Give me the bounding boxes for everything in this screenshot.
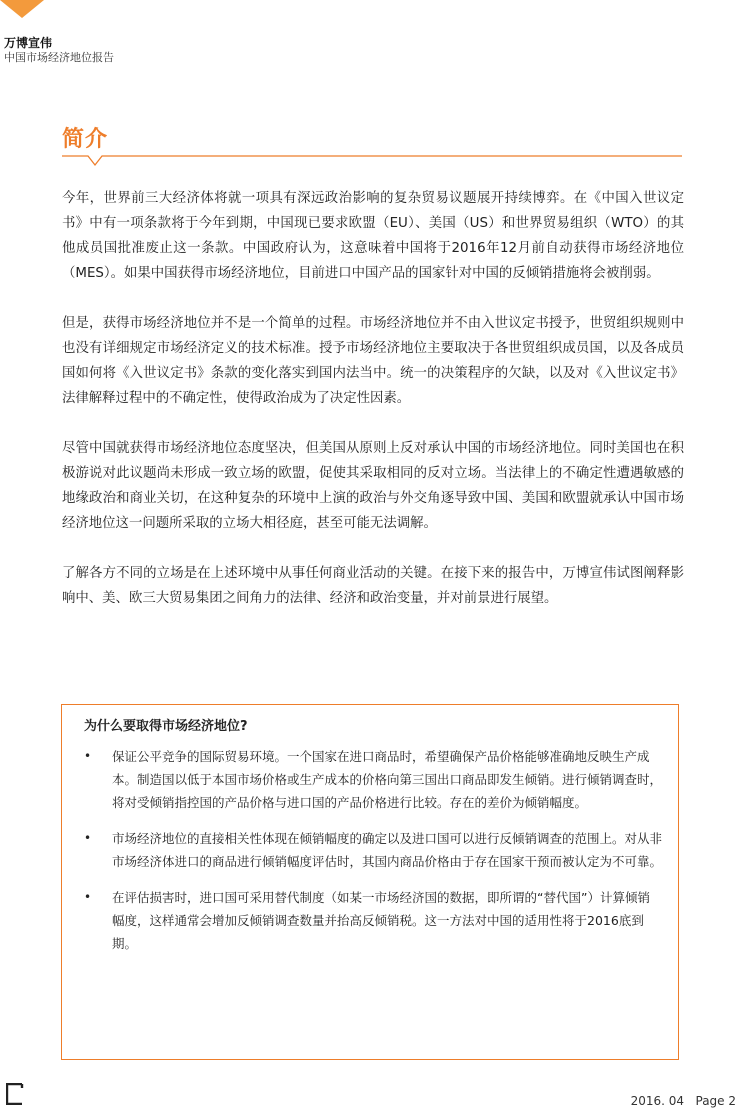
paragraph: 但是，获得市场经济地位并不是一个简单的过程。市场经济地位并不由入世议定书授予，世贸组织规则中也没有详细规定市场经济定义的技术标准。授予市场经济地位主要取决于各世贸组织成员国，以及各成员国如何将《入世议定书》条款的变化落实到国内法当中。统一的决策程序的欠缺，以及对《入世议定书》法律解释过程中的不确定性，使得政治成为了决定性因素。 bbox=[62, 316, 684, 406]
bullet-icon: • bbox=[84, 831, 92, 845]
brand-header bbox=[4, 36, 114, 65]
mes-info-box bbox=[61, 704, 679, 1060]
bullet-icon: • bbox=[84, 749, 92, 763]
box-title: 为什么要取得市场经济地位? bbox=[84, 719, 248, 734]
brand-name: 万博宣伟 bbox=[4, 36, 53, 50]
list-item bbox=[82, 827, 662, 873]
paragraph: 今年，世界前三大经济体将就一项具有深远政治影响的复杂贸易议题展开持续博弈。在《中国入世议定书》中有一项条款将于今年到期，中国现已要求欧盟（EU）、美国（US）和世界贸易组织（WTO）的其他成员国批准废止这一条款。中国政府认为，这意味着中国将于2016年12月前自动获得市场经济地位（MES）。如果中国获得市场经济地位，目前进口中国产品的国家针对中国的反倾销措施将会被削弱。 bbox=[62, 191, 684, 281]
bullet-text: 市场经济地位的直接相关性体现在倾销幅度的确定以及进口国可以进行反倾销调查的范围上。对从非市场经济体进口的商品进行倾销幅度评估时，其国内商品价格由于存在国家干预而被认定为不可靠。 bbox=[112, 831, 663, 869]
paragraph: 了解各方不同的立场是在上述环境中从事任何商业活动的关键。在接下来的报告中，万博宣伟试图阐释影响中、美、欧三大贸易集团之间角力的法律、经济和政治变量，并对前景进行展望。 bbox=[62, 566, 684, 606]
bullet-list bbox=[82, 745, 662, 968]
page-number: Page 2 bbox=[695, 1094, 736, 1108]
corner-triangle-decoration bbox=[0, 0, 44, 18]
intro-body bbox=[62, 186, 684, 636]
paragraph: 尽管中国就获得市场经济地位态度坚决，但美国从原则上反对承认中国的市场经济地位。同时美国也在积极游说对此议题尚未形成一致立场的欧盟，促使其采取相同的反对立场。当法律上的不确定性遭遇敏感的地缘政治和商业关切，在这种复杂的环境中上演的政治与外交角逐导致中国、美国和欧盟就承认中国市场经济地位这一问题所采取的立场大相径庭，甚至可能无法调解。 bbox=[62, 441, 684, 531]
section-title: 简介 bbox=[62, 127, 109, 152]
list-item bbox=[82, 886, 662, 955]
bullet-text: 保证公平竞争的国际贸易环境。一个国家在进口商品时，希望确保产品价格能够准确地反映生产成本。制造国以低于本国市场价格或生产成本的价格向第三国出口商品即发生倾销。进行倾销调查时，将对受倾销指控国的产品价格与进口国的产品价格进行比较。存在的差价为倾销幅度。 bbox=[112, 749, 663, 810]
footer-date: 2016. 04 bbox=[630, 1094, 684, 1108]
bullet-icon: • bbox=[84, 890, 92, 904]
corner-bracket-icon bbox=[6, 1083, 24, 1105]
title-divider bbox=[62, 153, 682, 173]
report-title: 中国市场经济地位报告 bbox=[4, 51, 114, 64]
list-item bbox=[82, 745, 662, 814]
bullet-text: 在评估损害时，进口国可采用替代制度（如某一市场经济国的数据，即所谓的“替代国”）计算倾销幅度，这样通常会增加反倾销调查数量并抬高反倾销税。这一方法对中国的适用性将于2016底到期。 bbox=[112, 890, 650, 951]
